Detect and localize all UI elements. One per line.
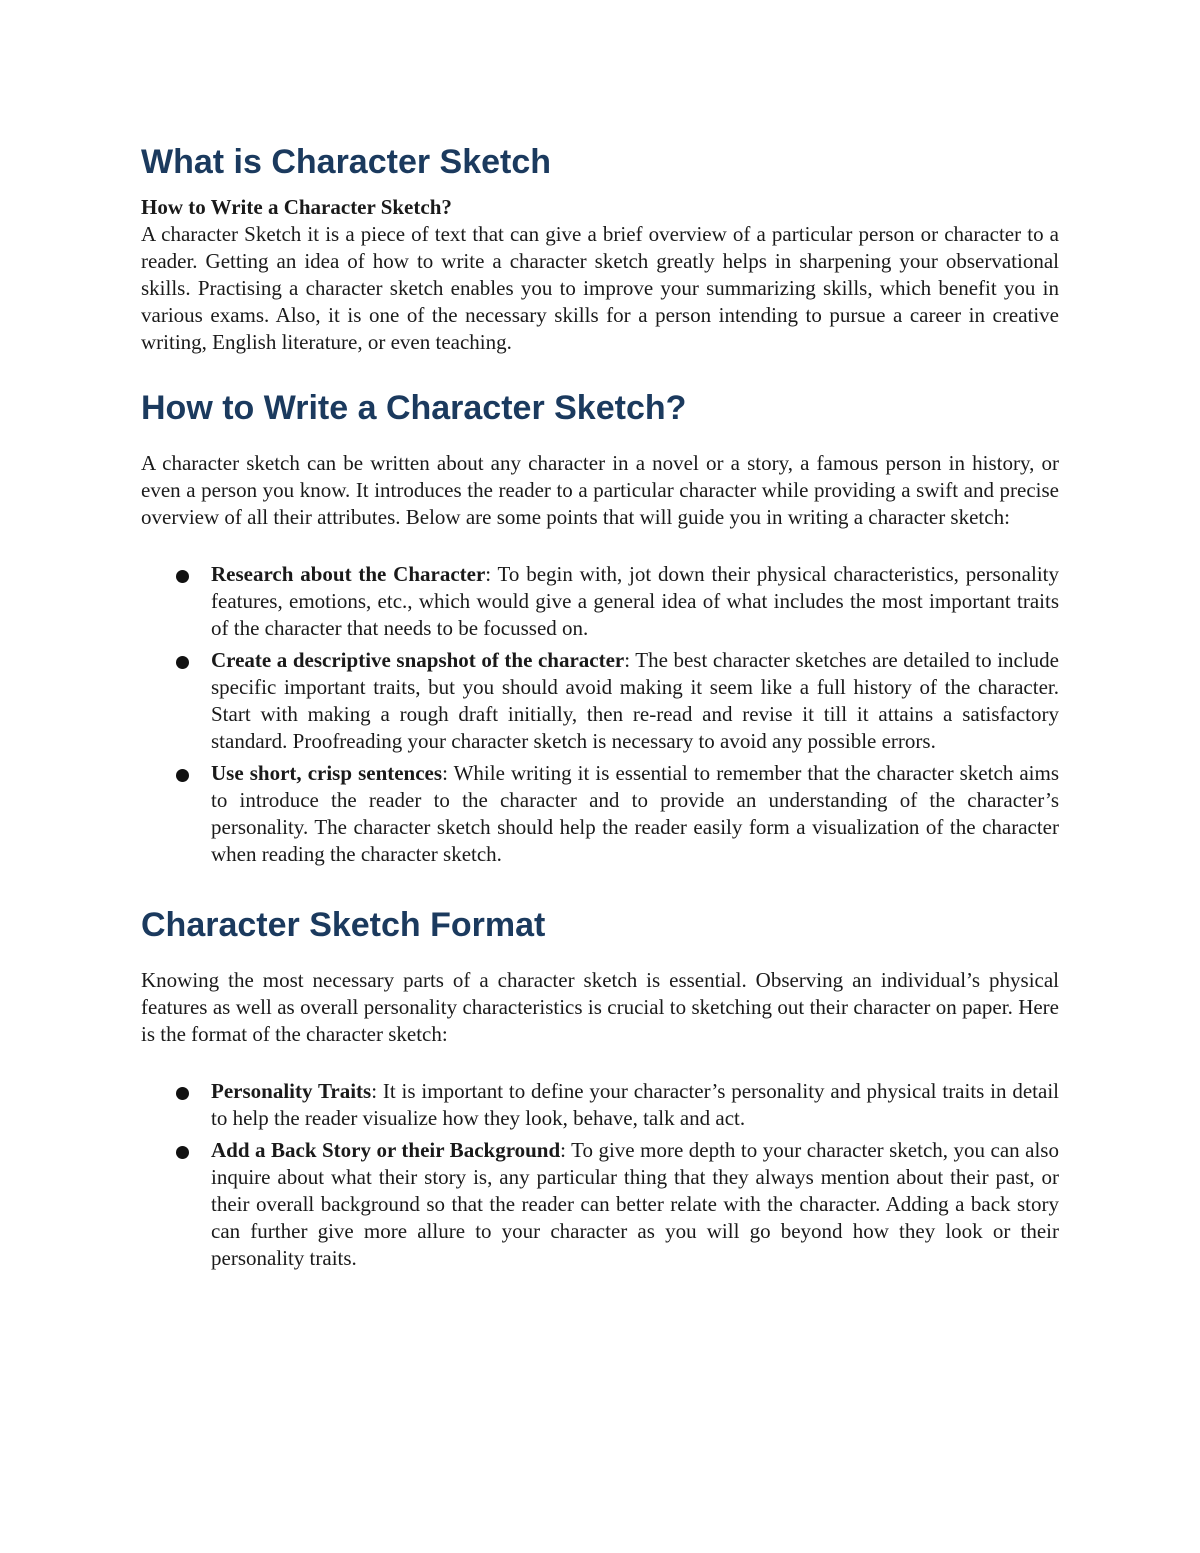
list-item-text: : To give more depth to your character sketch, you can also inquire about what their story is, any particular thing that they always mention about their past, or their overall background so that the reader can better relate with the character. Adding a back story can further give more allure to your character as you will go beyond how they look or their personality traits.: [211, 1138, 1059, 1270]
section-3-paragraph: Knowing the most necessary parts of a character sketch is essential. Observing an individual’s physical features as well as overall personality characteristics is crucial to sketching out their character on paper. Here is the format of the character sketch:: [141, 968, 1059, 1046]
list-item-lead: Use short, crisp sentences: [211, 761, 443, 785]
section-2-title: How to Write a Character Sketch?: [141, 389, 687, 427]
bullet-icon: [176, 1087, 189, 1100]
bullet-icon: [176, 769, 189, 782]
bullet-icon: [176, 1146, 189, 1159]
list-item: [211, 1137, 1059, 1272]
section-2-bullet-list: [141, 561, 1059, 868]
list-item-text: : The best character sketches are detailed to include specific important traits, but you should avoid making it seem like a full history of the character. Start with making a rough draft initially, then re-read and revise it till it attains a satisfactory standard. Proofreading your character sketch is necessary to avoid any possible errors.: [211, 648, 1060, 753]
document-content: [141, 140, 1059, 1277]
section-2-paragraph: A character sketch can be written about any character in a novel or a story, a famous person in history, or even a person you know. It introduces the reader to a particular character while providing a swift and precise overview of all their attributes. Below are some points that will guide you in writing a character sketch:: [141, 451, 1059, 529]
list-item-lead: Create a descriptive snapshot of the character: [211, 648, 625, 672]
list-item: [211, 760, 1059, 868]
section-3-bullet-list: [141, 1078, 1059, 1272]
section-1-paragraph: A character Sketch it is a piece of text that can give a brief overview of a particular person or character to a reader. Getting an idea of how to write a character sketch greatly helps in sharpening your observational skills. Practising a character sketch enables you to improve your summarizing skills, which benefit you in various exams. Also, it is one of the necessary skills for a person intending to pursue a career in creative writing, English literature, or even teaching.: [141, 222, 1059, 354]
list-item-text: : To begin with, jot down their physical characteristics, personality features, emotions, etc., which would give a general idea of what includes the most important traits of the character that needs to be focussed on.: [211, 562, 1060, 640]
section-3-title: Character Sketch Format: [141, 906, 546, 944]
section-1-title: What is Character Sketch: [141, 143, 552, 181]
bullet-icon: [176, 656, 189, 669]
list-item-lead: Personality Traits: [211, 1079, 372, 1103]
bullet-icon: [176, 570, 189, 583]
list-item-text: : It is important to define your character’s personality and physical traits in detail to help the reader visualize how they look, behave, talk and act.: [211, 1079, 1059, 1130]
section-1-subheading: How to Write a Character Sketch?: [141, 195, 452, 219]
list-item-lead: Research about the Character: [211, 562, 486, 586]
list-item-text: : While writing it is essential to remember that the character sketch aims to introduce the reader to the character and to provide an understanding of the character’s personality. The character sketch should help the reader easily form a visualization of the character when reading the character sketch.: [211, 761, 1059, 866]
list-item-lead: Add a Back Story or their Background: [211, 1138, 561, 1162]
list-item: [211, 561, 1059, 642]
list-item: [211, 1078, 1059, 1132]
list-item: [211, 647, 1059, 755]
